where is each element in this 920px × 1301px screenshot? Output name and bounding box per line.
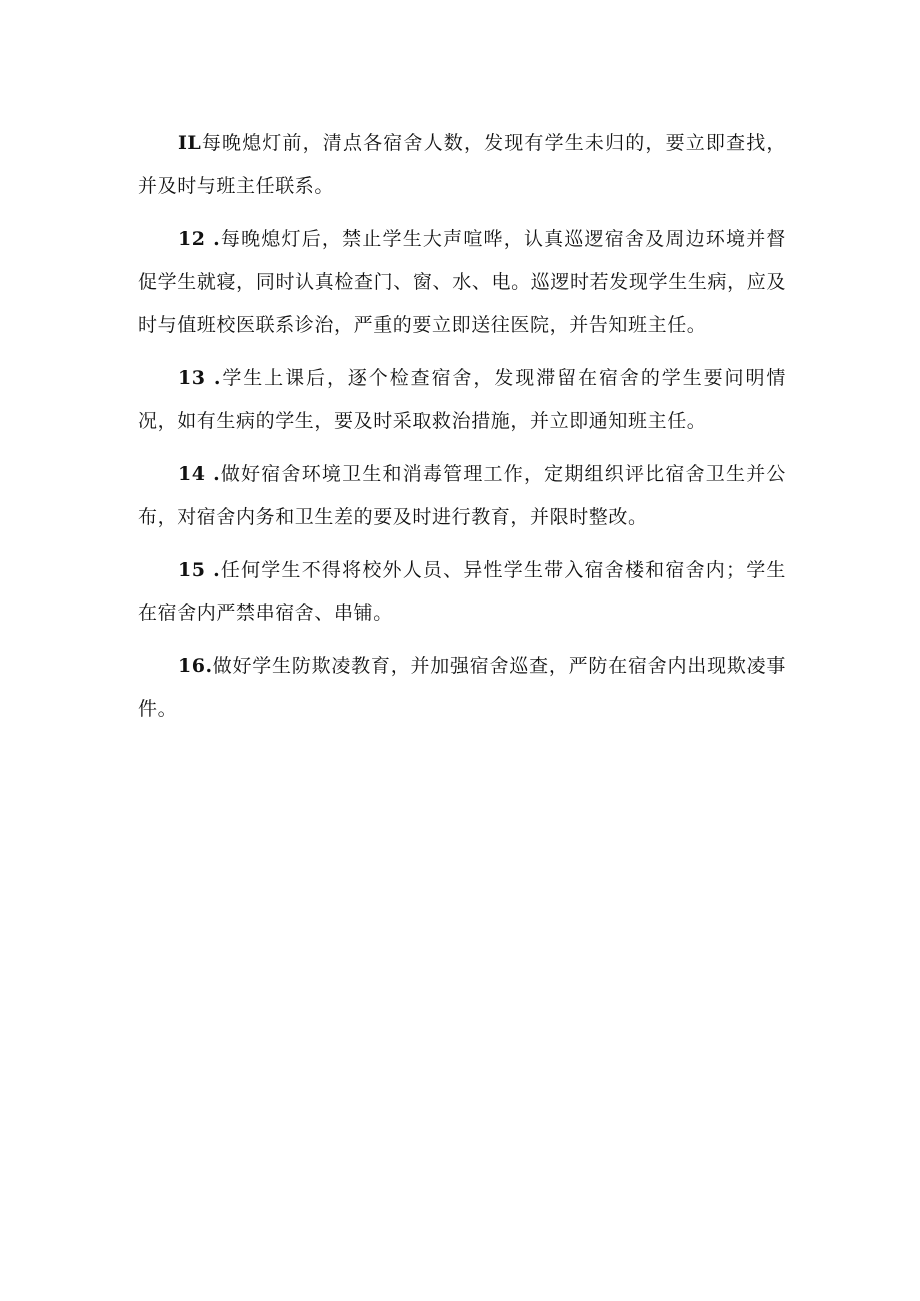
paragraph-text: 每晚熄灯前，清点各宿舍人数，发现有学生未归的，要立即查找，并及时与班主任联系。 <box>138 132 786 197</box>
paragraph-number: 15 . <box>178 559 221 581</box>
paragraph-number: 16. <box>178 655 213 677</box>
paragraph-number: 13 . <box>178 367 221 389</box>
paragraph-text: 任何学生不得将校外人员、异性学生带入宿舍楼和宿舍内；学生在宿舍内严禁串宿舍、串铺。 <box>138 559 786 624</box>
paragraph-text: 做好学生防欺凌教育，并加强宿舍巡查，严防在宿舍内出现欺凌事件。 <box>138 655 786 720</box>
paragraph-text: 学生上课后，逐个检查宿舍，发现滞留在宿舍的学生要问明情况，如有生病的学生，要及时采取救治措施，并立即通知班主任。 <box>138 367 787 432</box>
paragraph-11 <box>138 122 786 208</box>
paragraph-13 <box>138 357 786 443</box>
paragraph-12 <box>138 218 786 347</box>
document-body <box>138 122 786 731</box>
paragraph-number: IL <box>178 132 202 154</box>
paragraph-number: 14 . <box>178 463 221 485</box>
paragraph-16 <box>138 645 786 731</box>
paragraph-15 <box>138 549 786 635</box>
paragraph-text: 每晚熄灯后，禁止学生大声喧哗，认真巡逻宿舍及周边环境并督促学生就寝，同时认真检查门、窗、水、电。巡逻时若发现学生生病，应及时与值班校医联系诊治，严重的要立即送往医院，并告知班主任。 <box>138 228 786 336</box>
paragraph-14 <box>138 453 786 539</box>
paragraph-number: 12 . <box>178 228 221 250</box>
paragraph-text: 做好宿舍环境卫生和消毒管理工作，定期组织评比宿舍卫生并公布，对宿舍内务和卫生差的要及时进行教育，并限时整改。 <box>138 463 786 528</box>
